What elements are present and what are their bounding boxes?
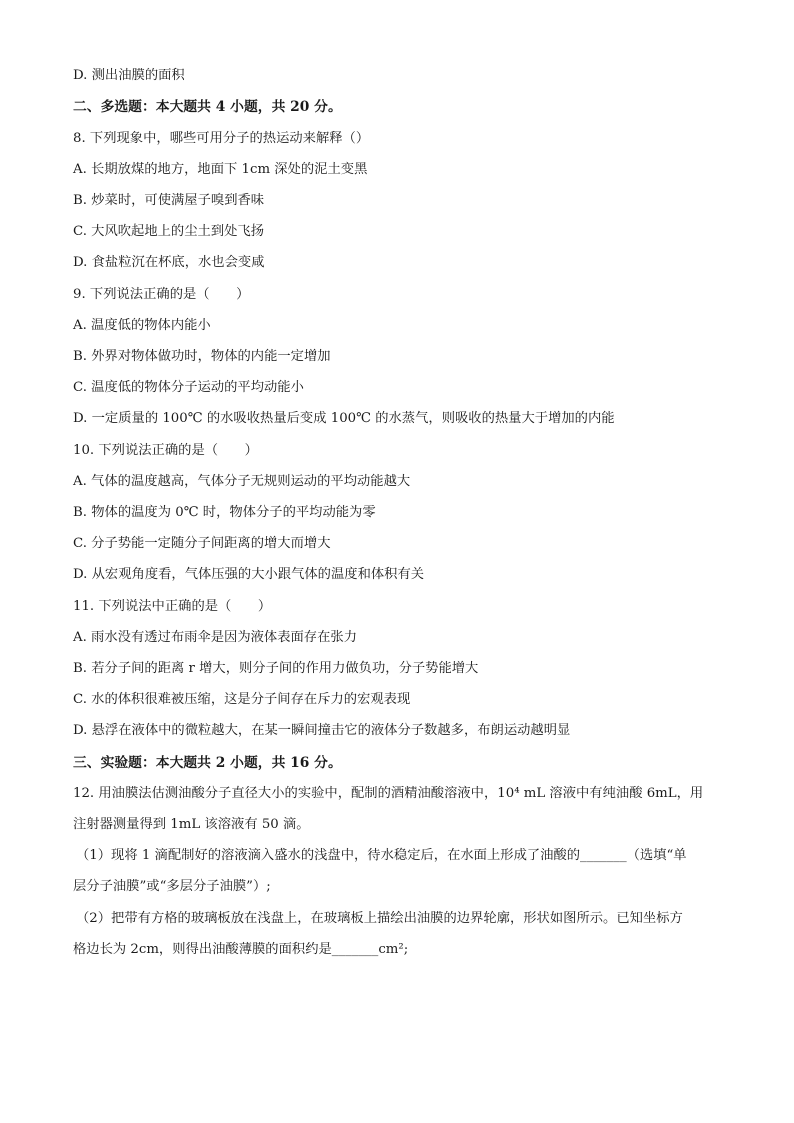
section-heading-multiple-choice: 二、多选题：本大题共 4 小题，共 20 分。 (73, 99, 342, 115)
q9-option-d: D. 一定质量的 100℃ 的水吸收热量后变成 100℃ 的水蒸气，则吸收的热量大于增加的内能 (73, 411, 615, 426)
q10-option-a: A. 气体的温度越高，气体分子无规则运动的平均动能越大 (73, 474, 411, 489)
question-9: 9. 下列说法正确的是（ ） (73, 287, 250, 302)
question-11: 11. 下列说法中正确的是（ ） (73, 599, 272, 614)
q11-option-d: D. 悬浮在液体中的微粒越大，在某一瞬间撞击它的液体分子数越多，布朗运动越明显 (73, 723, 571, 738)
q11-option-a: A. 雨水没有透过布雨伞是因为液体表面存在张力 (73, 630, 357, 645)
q10-option-b: B. 物体的温度为 0℃ 时，物体分子的平均动能为零 (73, 505, 376, 520)
q12-part-1-line-2: 层分子油膜”或“多层分子油膜”）; (73, 879, 271, 894)
q9-option-a: A. 温度低的物体内能小 (73, 318, 211, 333)
question-12-line-2: 注射器测量得到 1mL 该溶液有 50 滴。 (73, 817, 310, 832)
q12-part-1-line-1: （1）现将 1 滴配制好的溶液滴入盛水的浅盘中，待水稳定后，在水面上形成了油酸的_______（选填“单 (76, 848, 687, 863)
q8-option-b: B. 炒菜时，可使满屋子嗅到香味 (73, 193, 265, 208)
question-8: 8. 下列现象中，哪些可用分子的热运动来解释（） (73, 131, 370, 146)
q8-option-c: C. 大风吹起地上的尘土到处飞扬 (73, 224, 265, 239)
q10-option-d: D. 从宏观角度看，气体压强的大小跟气体的温度和体积有关 (73, 567, 425, 582)
q10-option-c: C. 分子势能一定随分子间距离的增大而增大 (73, 536, 331, 551)
q12-part-2-line-1: （2）把带有方格的玻璃板放在浅盘上，在玻璃板上描绘出油膜的边界轮廓，形状如图所示。已知坐标方 (76, 911, 683, 926)
q7-option-d: D. 测出油膜的面积 (73, 68, 185, 83)
q11-option-b: B. 若分子间的距离 r 增大，则分子间的作用力做负功，分子势能增大 (73, 661, 479, 676)
q8-option-d: D. 食盐粒沉在杯底，水也会变咸 (73, 255, 265, 270)
question-10: 10. 下列说法正确的是（ ） (73, 443, 258, 458)
section-heading-experiment: 三、实验题：本大题共 2 小题，共 16 分。 (73, 755, 342, 771)
question-12-line-1: 12. 用油膜法估测油酸分子直径大小的实验中，配制的酒精油酸溶液中，10⁴ mL 溶液中有纯油酸 6mL，用 (73, 786, 704, 801)
q12-part-2-line-2: 格边长为 2cm，则得出油酸薄膜的面积约是_______cm²; (73, 942, 409, 957)
q9-option-b: B. 外界对物体做功时，物体的内能一定增加 (73, 349, 331, 364)
q9-option-c: C. 温度低的物体分子运动的平均动能小 (73, 380, 304, 395)
q11-option-c: C. 水的体积很难被压缩，这是分子间存在斥力的宏观表现 (73, 692, 411, 707)
q8-option-a: A. 长期放煤的地方，地面下 1cm 深处的泥土变黑 (73, 162, 368, 177)
